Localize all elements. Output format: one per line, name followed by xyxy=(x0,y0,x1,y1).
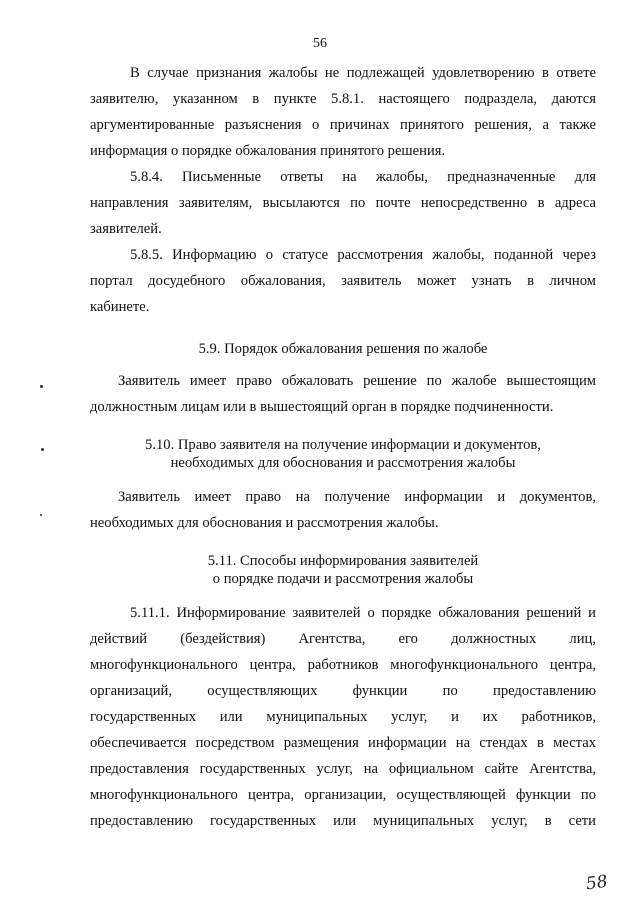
text-line: действий (бездействия) Агентства, его должностных лиц, xyxy=(90,631,596,647)
text-line: многофункционального центра, организации, осуществляющей функции по xyxy=(90,787,596,803)
section-heading: о порядке подачи и рассмотрения жалобы xyxy=(212,571,474,587)
text-line: организаций, осуществляющих функции по предоставлению xyxy=(90,683,596,699)
text-line: кабинете. xyxy=(90,299,150,315)
scan-speck xyxy=(40,385,43,388)
text-line: 5.11.1. Информирование заявителей о порядке обжалования решений и xyxy=(130,605,596,621)
text-line: предоставления государственных услуг, на официальном сайте Агентства, xyxy=(90,761,596,777)
text-line: предоставлению государственных или муниципальных услуг, в сети xyxy=(90,813,596,829)
text-line: направления заявителям, высылаются по почте непосредственно в адреса xyxy=(90,195,596,211)
section-heading: необходимых для обоснования и рассмотрения жалобы xyxy=(170,455,516,471)
text-line: 5.8.5. Информацию о статусе рассмотрения жалобы, поданной через xyxy=(130,247,596,263)
section-heading: 5.10. Право заявителя на получение информации и документов, xyxy=(145,437,541,453)
text-line: государственных или муниципальных услуг, и их работников, xyxy=(90,709,596,725)
text-line: портал досудебного обжалования, заявитель может узнать в личном xyxy=(90,273,596,289)
text-line: В случае признания жалобы не подлежащей удовлетворению в ответе xyxy=(130,65,596,81)
scan-speck xyxy=(40,514,42,516)
text-line: Заявитель имеет право обжаловать решение по жалобе вышестоящим xyxy=(118,373,596,389)
text-line: заявителю, указанном в пункте 5.8.1. настоящего подраздела, даются xyxy=(90,91,596,107)
section-heading: 5.11. Способы информирования заявителей xyxy=(207,553,479,569)
text-line: должностным лицам или в вышестоящий орган в порядке подчиненности. xyxy=(90,399,554,415)
text-line: Заявитель имеет право на получение информации и документов, xyxy=(118,489,596,505)
scan-speck xyxy=(41,448,44,451)
section-heading: 5.9. Порядок обжалования решения по жалобе xyxy=(198,341,488,357)
text-line: информация о порядке обжалования принятого решения. xyxy=(90,143,446,159)
text-line: заявителей. xyxy=(90,221,162,237)
text-line: 5.8.4. Письменные ответы на жалобы, предназначенные для xyxy=(130,169,596,185)
handwritten-page-number: 58 xyxy=(584,871,609,895)
page-number: 56 xyxy=(313,36,327,51)
text-line: обеспечивается посредством размещения информации на стендах в местах xyxy=(90,735,596,751)
text-line: многофункционального центра, работников многофункционального центра, xyxy=(90,657,596,673)
text-line: аргументированные разъяснения о причинах принятого решения, а также xyxy=(90,117,596,133)
text-line: необходимых для обоснования и рассмотрения жалобы. xyxy=(90,515,439,531)
